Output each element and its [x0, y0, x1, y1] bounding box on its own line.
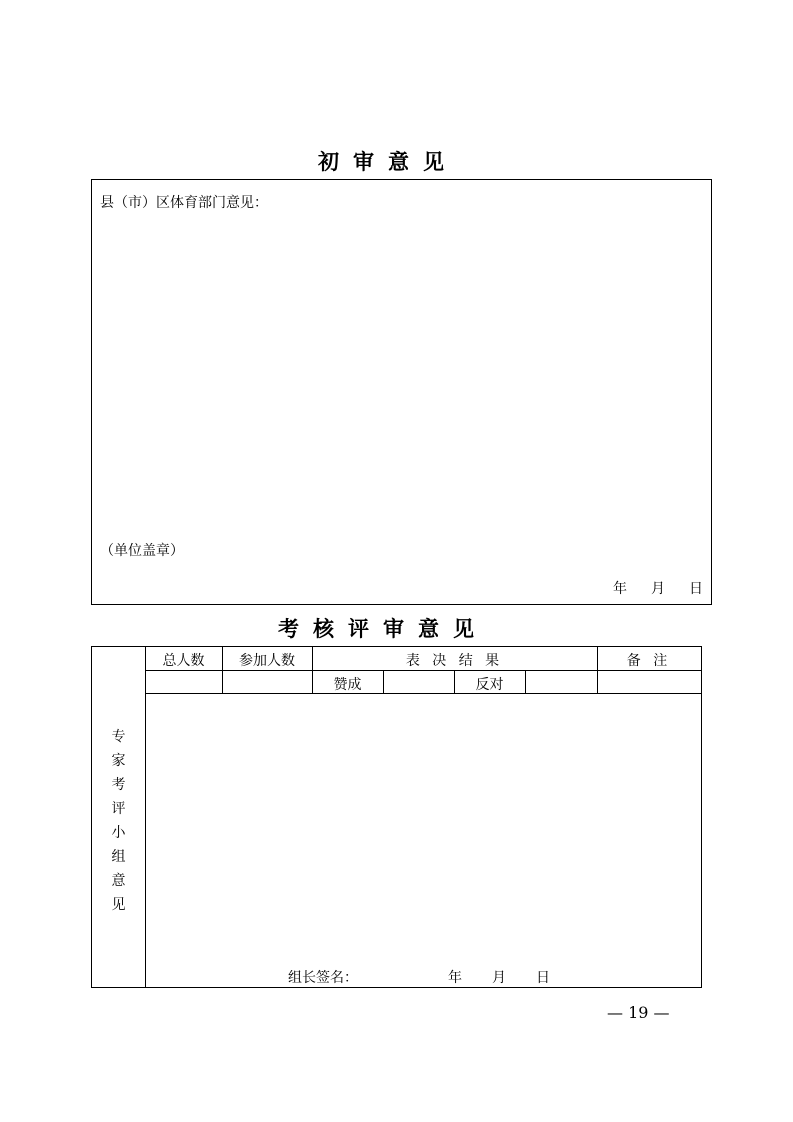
month-label: 月: [651, 581, 665, 597]
section1-title: 初审意见: [318, 149, 458, 174]
date-line-1: [613, 578, 703, 598]
expert-panel-opinion-label: 专 家 考 评 小 组 意 见: [111, 729, 126, 913]
oppose-label: 反对: [475, 677, 504, 693]
page-number: — 19 —: [607, 1003, 670, 1022]
approve-label: 赞成: [333, 677, 362, 693]
year-label: 年: [613, 581, 627, 597]
unit-seal-label: （单位盖章）: [100, 543, 184, 559]
leader-signature-label: 组长签名：: [288, 970, 358, 986]
year-label: 年: [448, 970, 462, 986]
attend-count-header: 参加人数: [239, 653, 295, 669]
remarks-header: 备 注: [626, 653, 672, 669]
day-label: 日: [689, 581, 703, 597]
dept-opinion-label: 县（市）区体育部门意见：: [100, 195, 268, 211]
section2-title: 考核评审意见: [278, 616, 488, 641]
total-count-header: 总人数: [162, 653, 205, 669]
month-label: 月: [492, 970, 506, 986]
preliminary-review-box: [91, 179, 712, 605]
leader-signature-line: [288, 967, 550, 987]
assessment-review-table: [91, 646, 702, 988]
vote-result-header: 表 决 结 果: [405, 653, 504, 669]
day-label: 日: [536, 970, 550, 986]
